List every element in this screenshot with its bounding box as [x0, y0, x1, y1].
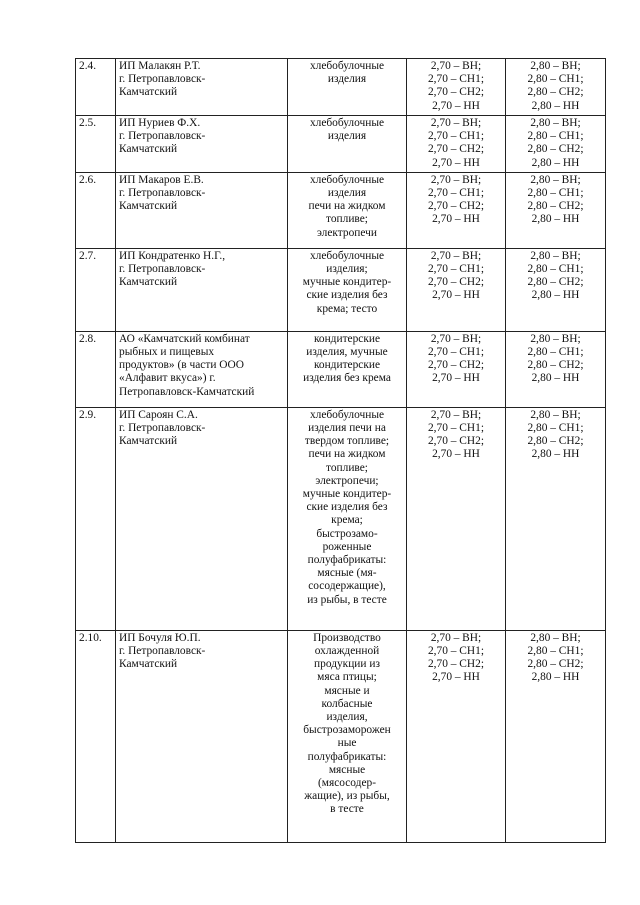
product-line: продукции из: [314, 658, 380, 671]
price-line: 2,70 – ВН;: [430, 117, 482, 129]
row-number: 2.9.: [76, 407, 116, 630]
product-line: топливе;: [326, 461, 368, 474]
price-line: 2,70 – СН2;: [427, 200, 484, 213]
table-row: [76, 331, 606, 407]
products-cell: [288, 331, 407, 407]
price-cell-1: [407, 407, 506, 630]
organization-cell: [116, 248, 288, 331]
price-cell-1: [407, 630, 506, 842]
organization-line: г. Петропавловск-: [119, 130, 206, 143]
product-line: печи на жидком: [308, 200, 386, 213]
organization-cell: [116, 59, 288, 116]
product-line: мясные: [328, 763, 366, 776]
organization-cell: [116, 407, 288, 630]
product-line: изделия: [327, 187, 367, 200]
product-line: роженные: [322, 540, 372, 553]
products-cell: [288, 59, 407, 116]
price-line: 2,70 – ВН;: [430, 408, 482, 421]
price-line: 2,80 – ВН;: [530, 631, 581, 644]
product-line: твердом топливе;: [304, 435, 390, 448]
price-line: 2,70 – СН1;: [427, 422, 484, 435]
price-line: 2,70 – СН2;: [427, 658, 484, 671]
organization-line: «Алфавит вкуса») г.: [119, 372, 216, 385]
product-line: крема; тесто: [316, 302, 378, 315]
price-line: 2,80 – ВН;: [530, 117, 581, 129]
price-line: 2,70 – СН2;: [427, 143, 484, 156]
price-line: 2,80 – СН2;: [527, 86, 584, 99]
price-line: 2,80 – СН1;: [527, 346, 584, 359]
price-line: 2,80 – ВН;: [530, 332, 581, 345]
price-line: 2,70 – ВН;: [430, 631, 482, 644]
organization-line: Камчатский: [119, 658, 178, 671]
row-number: 2.5.: [76, 116, 116, 173]
organization-line: ИП Макаров Е.В.: [119, 173, 204, 186]
product-line: электропечи: [316, 226, 377, 239]
price-line: 2,80 – ВН;: [530, 249, 581, 262]
products-cell: [288, 248, 407, 331]
product-line: печи на жидком: [308, 448, 386, 461]
product-line: жащие), из рыбы,: [304, 790, 390, 803]
product-line: в тесте: [330, 803, 364, 816]
product-line: сосодержащие),: [308, 580, 386, 593]
product-line: мучные кондитер-: [302, 276, 392, 289]
product-line: ные: [337, 737, 357, 750]
price-line: 2,70 – НН: [432, 99, 480, 112]
organization-line: Камчатский: [119, 143, 178, 156]
organization-line: рыбных и пищевых: [119, 346, 215, 359]
product-line: Производство: [313, 631, 381, 644]
price-line: 2,70 – СН1;: [427, 130, 484, 143]
product-line: изделия, мучные: [306, 346, 388, 359]
tariff-table-body: [76, 59, 606, 843]
price-line: 2,80 – НН: [531, 671, 580, 684]
price-cell-2: [506, 116, 606, 173]
price-line: 2,80 – НН: [531, 99, 580, 112]
price-cell-2: [506, 630, 606, 842]
price-line: 2,70 – ВН;: [430, 332, 482, 345]
product-line: полуфабрикаты:: [307, 750, 387, 763]
products-cell: [288, 630, 407, 842]
organization-cell: [116, 116, 288, 173]
product-line: изделия: [327, 73, 367, 86]
price-line: 2,80 – СН1;: [527, 645, 584, 658]
products-cell: [288, 407, 407, 630]
products-cell: [288, 116, 407, 173]
product-line: электропечи;: [315, 474, 379, 487]
organization-line: г. Петропавловск-: [119, 645, 206, 658]
organization-cell: [116, 331, 288, 407]
price-line: 2,70 – НН: [432, 213, 480, 226]
product-line: кондитерские: [313, 359, 381, 372]
price-line: 2,70 – СН1;: [427, 645, 484, 658]
price-cell-1: [407, 331, 506, 407]
table-row: [76, 172, 606, 248]
product-line: крема;: [331, 514, 363, 527]
price-cell-1: [407, 248, 506, 331]
organization-line: г. Петропавловск-: [119, 187, 206, 200]
price-line: 2,70 – ВН;: [430, 249, 482, 262]
row-number: 2.8.: [76, 331, 116, 407]
product-line: изделия: [327, 130, 367, 143]
product-line: изделия без крема: [303, 372, 391, 385]
product-line: мясные и: [324, 684, 370, 697]
price-line: 2,70 – СН2;: [427, 435, 484, 448]
price-line: 2,70 – НН: [432, 448, 480, 461]
price-line: 2,80 – ВН;: [530, 60, 581, 72]
product-line: топливе;: [326, 213, 368, 226]
price-line: 2,80 – СН1;: [527, 422, 584, 435]
organization-line: г. Петропавловск-: [119, 263, 206, 276]
price-line: 2,70 – НН: [432, 372, 480, 385]
price-line: 2,80 – ВН;: [530, 173, 581, 186]
price-cell-2: [506, 172, 606, 248]
price-line: 2,80 – СН2;: [527, 435, 584, 448]
price-line: 2,70 – НН: [432, 156, 480, 169]
price-line: 2,80 – НН: [531, 372, 580, 385]
organization-line: ИП Бочуля Ю.П.: [119, 631, 201, 644]
product-line: ские изделия без: [306, 501, 388, 514]
price-line: 2,70 – СН1;: [427, 73, 484, 86]
price-line: 2,80 – СН2;: [527, 200, 584, 213]
product-line: хлебобулочные: [309, 60, 385, 72]
product-line: хлебобулочные: [309, 249, 385, 262]
row-number: 2.10.: [76, 630, 116, 842]
price-line: 2,70 – СН1;: [427, 346, 484, 359]
row-number: 2.6.: [76, 172, 116, 248]
price-line: 2,80 – СН2;: [527, 143, 584, 156]
price-line: 2,70 – ВН;: [430, 60, 482, 72]
product-line: хлебобулочные: [309, 117, 385, 129]
organization-line: г. Петропавловск-: [119, 73, 206, 86]
price-line: 2,80 – СН2;: [527, 359, 584, 372]
product-line: колбасные: [321, 697, 373, 710]
price-line: 2,70 – ВН;: [430, 173, 482, 186]
product-line: изделия печи на: [308, 422, 386, 435]
product-line: охлажденной: [314, 645, 380, 658]
price-line: 2,80 – СН1;: [527, 130, 584, 143]
tariff-table: [75, 58, 606, 843]
organization-line: ИП Малакян Р.Т.: [119, 60, 201, 72]
price-line: 2,80 – СН1;: [527, 73, 584, 86]
row-number: 2.4.: [76, 59, 116, 116]
price-cell-2: [506, 248, 606, 331]
price-line: 2,80 – СН1;: [527, 263, 584, 276]
product-line: кондитерские: [313, 332, 381, 345]
price-line: 2,80 – ВН;: [530, 408, 581, 421]
table-row: [76, 630, 606, 842]
product-line: изделия,: [326, 711, 368, 724]
table-row: [76, 248, 606, 331]
price-line: 2,70 – НН: [432, 289, 480, 302]
price-cell-1: [407, 172, 506, 248]
price-line: 2,80 – НН: [531, 289, 580, 302]
price-line: 2,80 – НН: [531, 213, 580, 226]
table-row: [76, 59, 606, 116]
organization-line: Петропавловск-Камчатский: [119, 385, 255, 398]
product-line: ские изделия без: [306, 289, 388, 302]
price-line: 2,80 – СН2;: [527, 276, 584, 289]
product-line: изделия;: [326, 263, 368, 276]
price-line: 2,80 – НН: [531, 156, 580, 169]
price-line: 2,80 – СН2;: [527, 658, 584, 671]
organization-line: Камчатский: [119, 200, 178, 213]
price-line: 2,70 – СН2;: [427, 359, 484, 372]
price-cell-1: [407, 116, 506, 173]
organization-line: ИП Сароян С.А.: [119, 408, 198, 421]
price-line: 2,80 – НН: [531, 448, 580, 461]
price-line: 2,70 – СН2;: [427, 276, 484, 289]
price-cell-2: [506, 407, 606, 630]
row-number: 2.7.: [76, 248, 116, 331]
product-line: полуфабрикаты:: [307, 554, 387, 567]
organization-line: ИП Нуриев Ф.Х.: [119, 117, 201, 129]
product-line: мяса птицы;: [317, 671, 377, 684]
organization-line: Камчатский: [119, 86, 178, 99]
organization-line: продуктов» (в части ООО: [119, 359, 244, 372]
product-line: быстрозамо-: [316, 527, 378, 540]
product-line: хлебобулочные: [309, 173, 385, 186]
price-line: 2,70 – СН1;: [427, 263, 484, 276]
price-cell-2: [506, 331, 606, 407]
price-line: 2,70 – СН1;: [427, 187, 484, 200]
product-line: мучные кондитер-: [302, 488, 392, 501]
products-cell: [288, 172, 407, 248]
price-cell-1: [407, 59, 506, 116]
table-row: [76, 407, 606, 630]
product-line: мясные (мя-: [317, 567, 377, 580]
price-line: 2,70 – НН: [432, 671, 480, 684]
price-line: 2,70 – СН2;: [427, 86, 484, 99]
organization-line: г. Петропавловск-: [119, 422, 206, 435]
organization-line: ИП Кондратенко Н.Г.,: [119, 249, 226, 262]
product-line: из рыбы, в тесте: [307, 593, 387, 606]
table-row: [76, 116, 606, 173]
product-line: быстрозаморожен: [303, 724, 391, 737]
organization-line: Камчатский: [119, 276, 178, 289]
organization-line: АО «Камчатский комбинат: [119, 332, 250, 345]
price-cell-2: [506, 59, 606, 116]
product-line: хлебобулочные: [309, 408, 385, 421]
organization-cell: [116, 172, 288, 248]
organization-cell: [116, 630, 288, 842]
price-line: 2,80 – СН1;: [527, 187, 584, 200]
product-line: (мясосодер-: [317, 777, 377, 790]
organization-line: Камчатский: [119, 435, 178, 448]
